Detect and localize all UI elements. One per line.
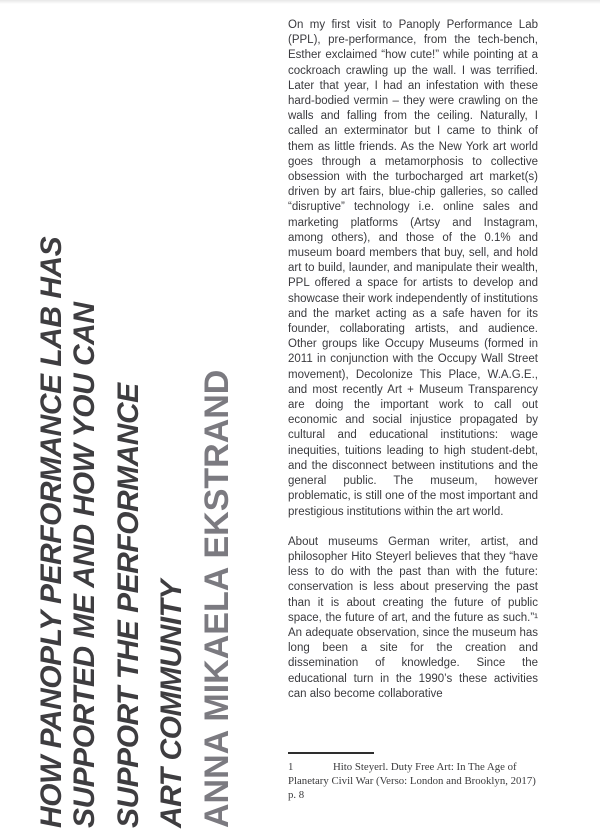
page-top-edge xyxy=(0,0,600,4)
body-paragraph: About museums German writer, artist, and philosopher Hito Steyerl believes that they “have less to do with the past than with the future: conservation is less about preserving the past than it is about creating the future of public space, the future of art, and the future as such.”¹ An adequate observation, since the museum has long been a site for the creation and dissemination of knowledge. Since the educational turn in the 1990’s these activities can also become collaborative xyxy=(288,535,538,700)
title-line-4: ART COMMUNITY xyxy=(155,580,188,828)
footnote-line-1 xyxy=(288,761,558,775)
article-text xyxy=(288,18,538,702)
title-line-1: HOW PANOPLY PERFORMANCE LAB HAS xyxy=(35,236,68,828)
footnote-line-2: Planetary Civil War (Verso: London and Brooklyn, 2017) xyxy=(288,774,536,787)
footnote-number: 1 xyxy=(288,761,294,773)
footnote-area xyxy=(288,752,558,802)
title-line-3: SUPPORT THE PERFORMANCE xyxy=(112,383,145,828)
footnote-citation-start: Hito Steyerl. Duty Free Art: In The Age of xyxy=(333,761,517,773)
article-column xyxy=(288,18,538,717)
title-line-2: SUPPORTED ME AND HOW YOU CAN xyxy=(68,302,101,828)
footnote-divider-rule xyxy=(288,752,374,754)
footnote-line-3: p. 8 xyxy=(288,788,305,801)
body-paragraph: On my first visit to Panoply Performance Lab (PPL), pre-performance, from the tech-bench, Esther exclaimed “how cute!” while pointing at a cockroach crawling up the wall. I was terrified. Later that year, I had an infestation with these hard-bodied vermin – they were crawling on the walls and falling from the ceiling. Naturally, I called an exterminator but I came to think of them as little friends. As the New York art world goes through a metamorphosis to collective obsession with the turbocharged art market(s) driven by art fairs, blue-chip galleries, so called “disruptive” technology i.e. online sales and marketing platforms (Artsy and Instagram, among others), and those of the 0.1% and museum board members that buy, sell, and hold art to build, launder, and manipulate their wealth, PPL offered a space for artists to develop and showcase their work independently of institutions and the market acting as a safe haven for its founder, collaborating artists, and audience. Other groups like Occupy Museums (formed in 2011 in conjunction with the Occupy Wall Street movement), Decolonize This Place, W.A.G.E., and most recently Art + Museum Transparency are doing the important work to call out economic and social injustice propagated by cultural and educational institutions: wage inequities, tuitions leading to high student-debt, and the disconnect between institutions and the general public. The museum, however problematic, is still one of the most important and prestigious institutions within the art world. xyxy=(288,19,538,518)
author-name: ANNA MIKAELA EKSTRAND xyxy=(198,369,236,828)
